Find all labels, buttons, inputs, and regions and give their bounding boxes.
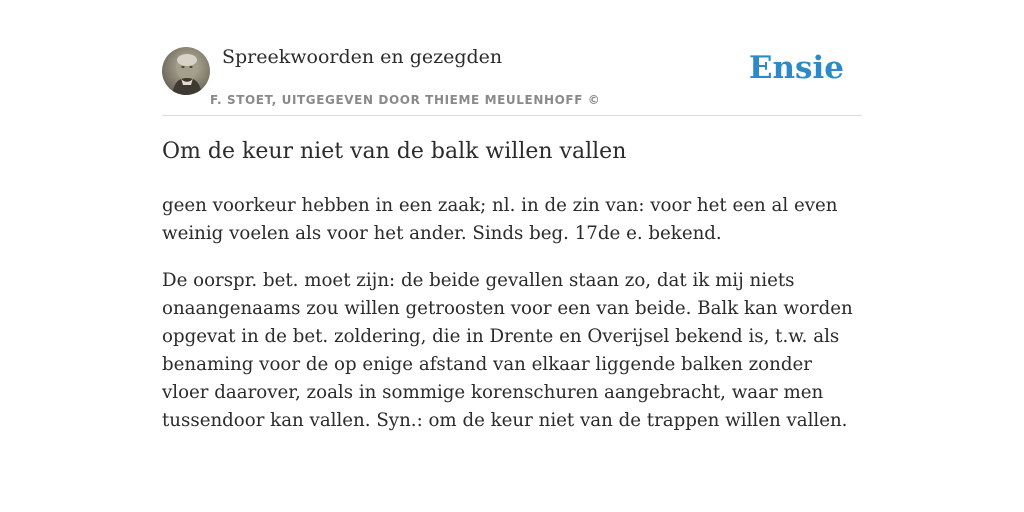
entry-definition: geen voorkeur hebben in een zaak; nl. in de zin van: voor het een al even weinig voelen als voor het ander. Sinds beg. 17de e. bekend. <box>162 195 838 244</box>
entry-explanation: De oorspr. bet. moet zijn: de beide gevallen staan zo, dat ik mij niets onaangenaams zou willen getroosten voor een van beide. Balk kan worden opgevat in de bet. zoldering, die in Drente en Overijsel bekend is, t.w. als benaming voor de op enige afstand van elkaar liggende balken zonder vloer daarover, zoals in sommige korenschuren aangebracht, waar men tussendoor kan vallen. Syn.: om de keur niet van de trappen willen vallen. <box>162 270 853 431</box>
source-title: Spreekwoorden en gezegden <box>222 46 503 68</box>
ensie-logo-link[interactable]: Ensie <box>748 50 844 86</box>
author-avatar <box>162 47 210 95</box>
source-header <box>162 40 862 116</box>
entry-card <box>162 40 862 431</box>
source-credit: F. STOET, UITGEGEVEN DOOR THIEME MEULENHOFF © <box>210 93 601 107</box>
entry-title: Om de keur niet van de balk willen vallen <box>162 139 627 164</box>
